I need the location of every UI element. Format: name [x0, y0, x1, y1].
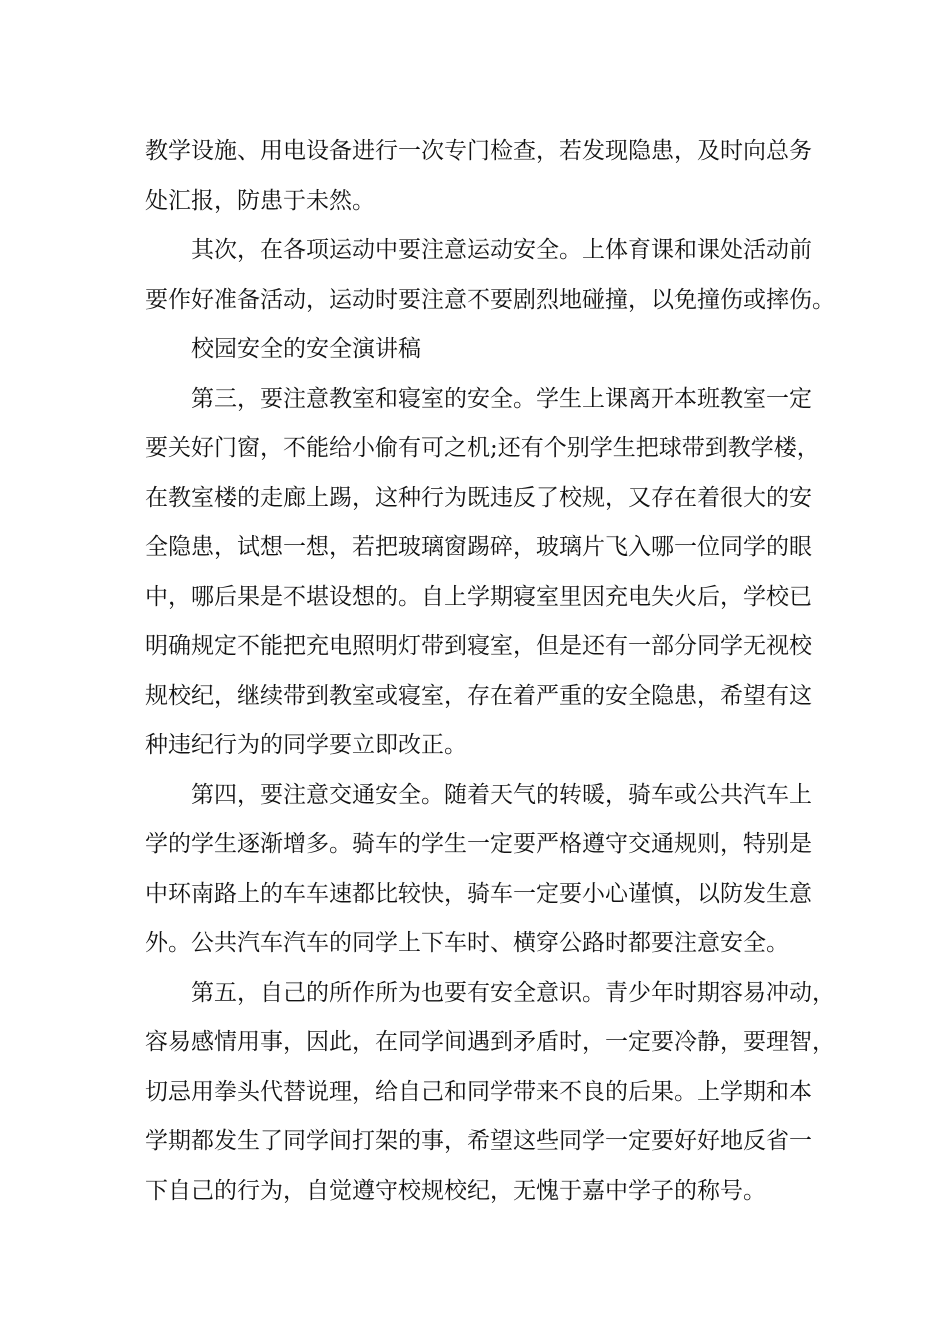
text-line: 种违纪行为的同学要立即改正。: [145, 732, 467, 758]
text-line: 全隐患，试想一想，若把玻璃窗踢碎，玻璃片飞入哪一位同学的眼: [145, 534, 812, 560]
text-line: 其次，在各项运动中要注意运动安全。上体育课和课处活动前: [191, 237, 812, 263]
text-line: 学的学生逐渐增多。骑车的学生一定要严格遵守交通规则，特别是: [145, 831, 812, 857]
text-line: 明确规定不能把充电照明灯带到寝室，但是还有一部分同学无视校: [145, 633, 812, 659]
text-line: 切忌用拳头代替说理，给自己和同学带来不良的后果。上学期和本: [145, 1078, 812, 1105]
paragraph-3: [145, 375, 820, 771]
paragraph-4: [145, 771, 815, 969]
text-line: 在教室楼的走廊上踢，这种行为既违反了校规，又存在着很大的安: [145, 484, 812, 511]
text-line: 第四，要注意交通安全。随着天气的转暖，骑车或公共汽车上: [191, 781, 812, 808]
text-line: 第五，自己的所作所为也要有安全意识。青少年时期容易冲动，: [191, 979, 835, 1006]
text-line: 学期都发生了同学间打架的事，希望这些同学一定要好好地反省一: [145, 1128, 812, 1154]
paragraph-5: [145, 969, 835, 1217]
text-line: 中，哪后果是不堪设想的。自上学期寝室里因充电失火后，学校已: [145, 583, 812, 610]
document-body: [145, 127, 835, 1216]
paragraph-1: [145, 127, 815, 226]
paragraph-2: [145, 226, 835, 325]
text-line: 第三，要注意教室和寝室的安全。学生上课离开本班教室一定: [191, 385, 812, 412]
text-line: 下自己的行为，自觉遵守校规校纪，无愧于嘉中学子的称号。: [145, 1177, 766, 1204]
heading-line: 校园安全的安全演讲稿: [191, 336, 421, 362]
section-heading: [145, 325, 815, 375]
text-line: 要作好准备活动，运动时要注意不要剧烈地碰撞，以免撞伤或摔伤。: [145, 286, 835, 313]
text-line: 要关好门窗，不能给小偷有可之机;还有个别学生把球带到教学楼，: [145, 435, 820, 461]
text-line: 处汇报，防患于未然。: [145, 187, 375, 214]
text-line: 规校纪，继续带到教室或寝室，存在着严重的安全隐患，希望有这: [145, 682, 812, 709]
text-line: 中环南路上的车车速都比较快，骑车一定要小心谨慎，以防发生意: [145, 880, 812, 907]
text-line: 教学设施、用电设备进行一次专门检查，若发现隐患，及时向总务: [145, 138, 812, 164]
text-line: 容易感情用事，因此，在同学间遇到矛盾时，一定要冷静，要理智，: [145, 1029, 835, 1055]
text-line: 外。公共汽车汽车的同学上下车时、横穿公路时都要注意安全。: [145, 930, 789, 956]
